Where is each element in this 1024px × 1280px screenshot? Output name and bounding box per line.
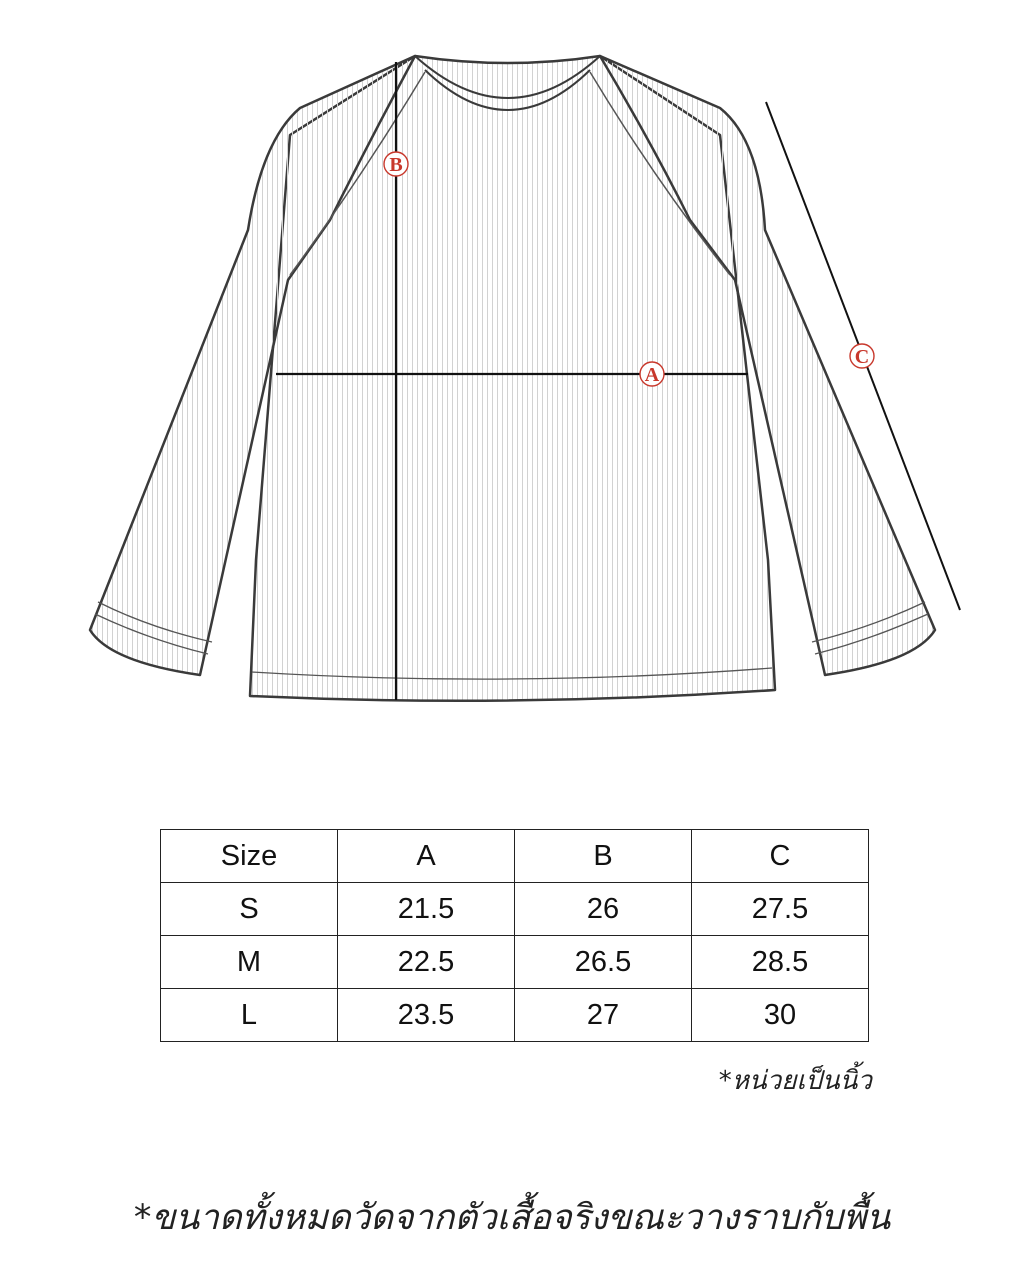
value-b: 26 [515,883,692,936]
header-c: C [692,830,869,883]
value-a: 22.5 [338,936,515,989]
size-label: S [161,883,338,936]
footer-note: *ขนาดทั้งหมดวัดจากตัวเสื้อจริงขณะวางราบกับพื้น [133,1198,891,1238]
size-label: M [161,936,338,989]
size-table [160,829,869,1042]
table-row [161,989,869,1042]
table-row [161,936,869,989]
value-c: 28.5 [692,936,869,989]
value-c: 27.5 [692,883,869,936]
unit-note: *หน่วยเป็นนิ้ว [718,1066,872,1096]
marker-a [640,362,664,386]
marker-b-label: B [389,154,403,176]
value-b: 26.5 [515,936,692,989]
header-b: B [515,830,692,883]
marker-b [384,152,408,176]
value-b: 27 [515,989,692,1042]
value-c: 30 [692,989,869,1042]
header-a: A [338,830,515,883]
size-label: L [161,989,338,1042]
table-row [161,883,869,936]
marker-c-label: C [854,346,870,368]
marker-a-label: A [644,364,660,386]
header-size: Size [161,830,338,883]
marker-c [850,344,874,368]
value-a: 23.5 [338,989,515,1042]
value-a: 21.5 [338,883,515,936]
table-header-row [161,830,869,883]
